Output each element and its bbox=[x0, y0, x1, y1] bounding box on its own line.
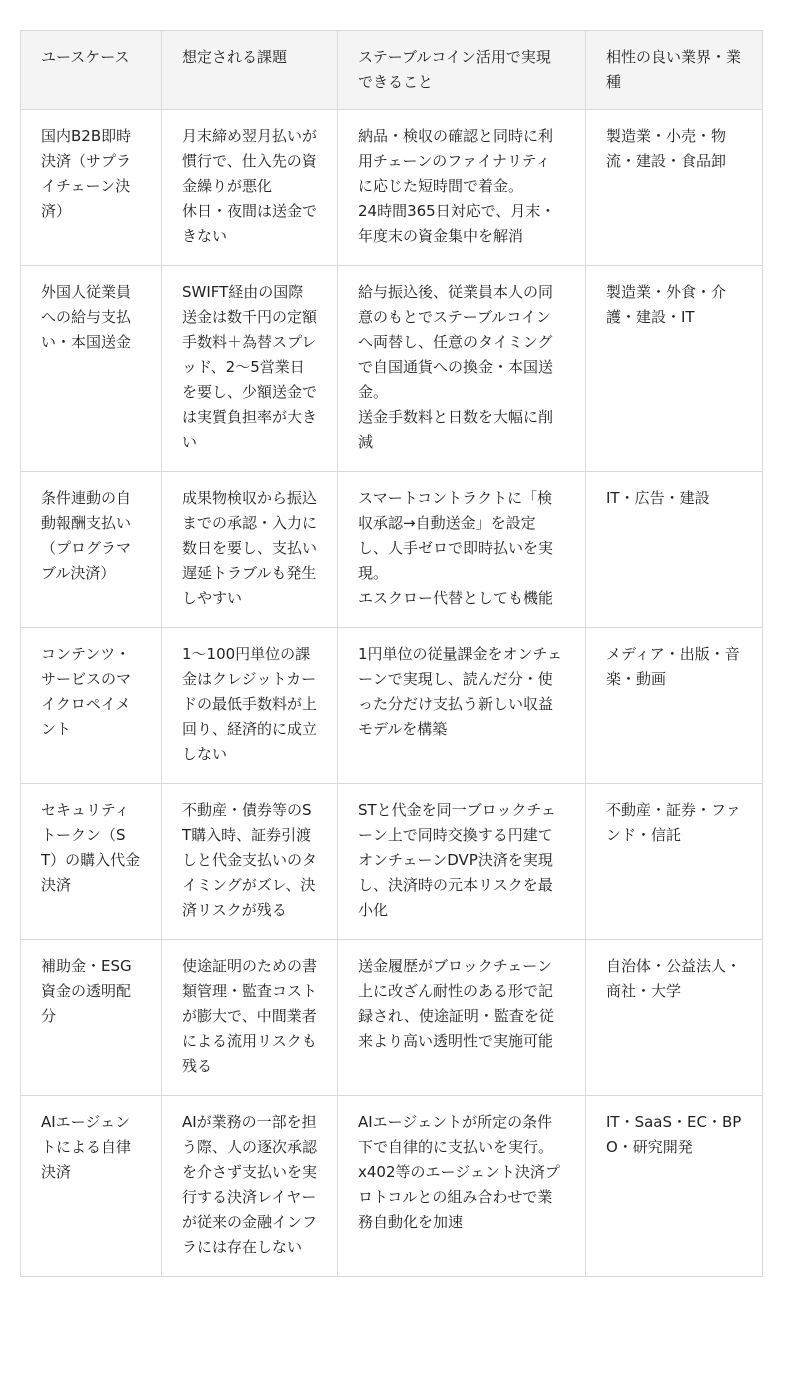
cell-solution bbox=[338, 110, 586, 266]
cell-solution bbox=[338, 266, 586, 472]
cell-text: AIが業務の一部を担う際、人の逐次承認を介さず支払いを実行する決済レイヤーが従来の金融インフラには存在しない bbox=[182, 1113, 318, 1256]
cell-text: 使途証明のための書類管理・監査コストが膨大で、中間業者による流用リスクも残る bbox=[182, 957, 318, 1075]
cell-use-case bbox=[21, 472, 162, 628]
cell-use-case bbox=[21, 266, 162, 472]
table-header bbox=[21, 31, 763, 110]
cell-industries bbox=[586, 784, 763, 940]
table-row bbox=[21, 1096, 763, 1277]
cell-solution bbox=[338, 784, 586, 940]
cell-text: 自治体・公益法人・商社・大学 bbox=[606, 957, 742, 1000]
cell-industries bbox=[586, 266, 763, 472]
table-body bbox=[21, 110, 763, 1277]
cell-text: コンテンツ・サービスのマイクロペイメント bbox=[41, 645, 132, 738]
cell-text: セキュリティトークン（ST）の購入代金決済 bbox=[41, 801, 141, 894]
cell-text: 製造業・小売・物流・建設・食品卸 bbox=[606, 127, 727, 170]
cell-solution bbox=[338, 1096, 586, 1277]
cell-issue bbox=[162, 266, 338, 472]
cell-industries bbox=[586, 472, 763, 628]
header-row bbox=[21, 31, 763, 110]
cell-text: IT・SaaS・EC・BPO・研究開発 bbox=[606, 1113, 742, 1156]
cell-text: 不動産・債券等のST購入時、証券引渡しと代金支払いのタイミングがズレ、決済リスクが残る bbox=[182, 801, 318, 919]
cell-use-case bbox=[21, 940, 162, 1096]
header-compatible-industries: 相性の良い業界・業種 bbox=[586, 31, 763, 110]
cell-use-case bbox=[21, 628, 162, 784]
cell-text: 製造業・外食・介護・建設・IT bbox=[606, 283, 727, 326]
cell-text: AIエージェントが所定の条件下で自律的に支払いを実行。 x402等のエージェント決済プロトコルとの組み合わせで業務自動化を加速 bbox=[358, 1113, 560, 1231]
cell-text: 1円単位の従量課金をオンチェーンで実現し、読んだ分・使った分だけ支払う新しい収益モデルを構築 bbox=[358, 645, 563, 738]
cell-issue bbox=[162, 472, 338, 628]
cell-issue bbox=[162, 940, 338, 1096]
table-row bbox=[21, 266, 763, 472]
cell-use-case bbox=[21, 784, 162, 940]
cell-text: IT・広告・建設 bbox=[606, 489, 710, 507]
table-row bbox=[21, 940, 763, 1096]
cell-solution bbox=[338, 628, 586, 784]
cell-solution bbox=[338, 472, 586, 628]
cell-text: スマートコントラクトに「検収承認→自動送金」を設定し、人手ゼロで即時払いを実現。 エスクロー代替としても機能 bbox=[358, 489, 554, 607]
cell-issue bbox=[162, 628, 338, 784]
cell-text: 補助金・ESG資金の透明配分 bbox=[41, 957, 132, 1025]
cell-issue bbox=[162, 784, 338, 940]
cell-use-case bbox=[21, 110, 162, 266]
cell-industries bbox=[586, 1096, 763, 1277]
cell-text: 月末締め翌月払いが慣行で、仕入先の資金繰りが悪化 休日・夜間は送金できない bbox=[182, 127, 318, 245]
cell-text: STと代金を同一ブロックチェーン上で同時交換する円建てオンチェーンDVP決済を実現し、決済時の元本リスクを最小化 bbox=[358, 801, 556, 919]
cell-text: 条件連動の自動報酬支払い（プログラマブル決済） bbox=[41, 489, 132, 582]
cell-text: SWIFT経由の国際送金は数千円の定額手数料＋為替スプレッド、2〜5営業日を要し、少額送金では実質負担率が大きい bbox=[182, 283, 318, 451]
cell-text: メディア・出版・音楽・動画 bbox=[606, 645, 740, 688]
cell-use-case bbox=[21, 1096, 162, 1277]
cell-text: 外国人従業員への給与支払い・本国送金 bbox=[41, 283, 132, 351]
cell-text: 納品・検収の確認と同時に利用チェーンのファイナリティに応じた短時間で着金。 24時間365日対応で、月末・年度末の資金集中を解消 bbox=[358, 127, 556, 245]
cell-industries bbox=[586, 110, 763, 266]
cell-issue bbox=[162, 110, 338, 266]
cell-issue bbox=[162, 1096, 338, 1277]
cell-text: 送金履歴がブロックチェーン上に改ざん耐性のある形で記録され、使途証明・監査を従来より高い透明性で実施可能 bbox=[358, 957, 554, 1050]
table-row bbox=[21, 628, 763, 784]
cell-industries bbox=[586, 628, 763, 784]
stablecoin-use-case-table bbox=[20, 30, 763, 1277]
header-use-case: ユースケース bbox=[21, 31, 162, 110]
cell-industries bbox=[586, 940, 763, 1096]
cell-text: 国内B2B即時決済（サプライチェーン決済） bbox=[41, 127, 132, 220]
stablecoin-use-case-table-container bbox=[20, 30, 762, 1277]
cell-text: 給与振込後、従業員本人の同意のもとでステーブルコインへ両替し、任意のタイミングで自国通貨への換金・本国送金。 送金手数料と日数を大幅に削減 bbox=[358, 283, 554, 451]
cell-text: AIエージェントによる自律決済 bbox=[41, 1113, 132, 1181]
table-row bbox=[21, 472, 763, 628]
cell-text: 1〜100円単位の課金はクレジットカードの最低手数料が上回り、経済的に成立しない bbox=[182, 645, 318, 763]
header-what-stablecoin-enables: ステーブルコイン活用で実現できること bbox=[338, 31, 586, 110]
header-expected-issue: 想定される課題 bbox=[162, 31, 338, 110]
table-row bbox=[21, 784, 763, 940]
cell-text: 成果物検収から振込までの承認・入力に数日を要し、支払い遅延トラブルも発生しやすい bbox=[182, 489, 318, 607]
cell-solution bbox=[338, 940, 586, 1096]
cell-text: 不動産・証券・ファンド・信託 bbox=[606, 801, 741, 844]
table-row bbox=[21, 110, 763, 266]
